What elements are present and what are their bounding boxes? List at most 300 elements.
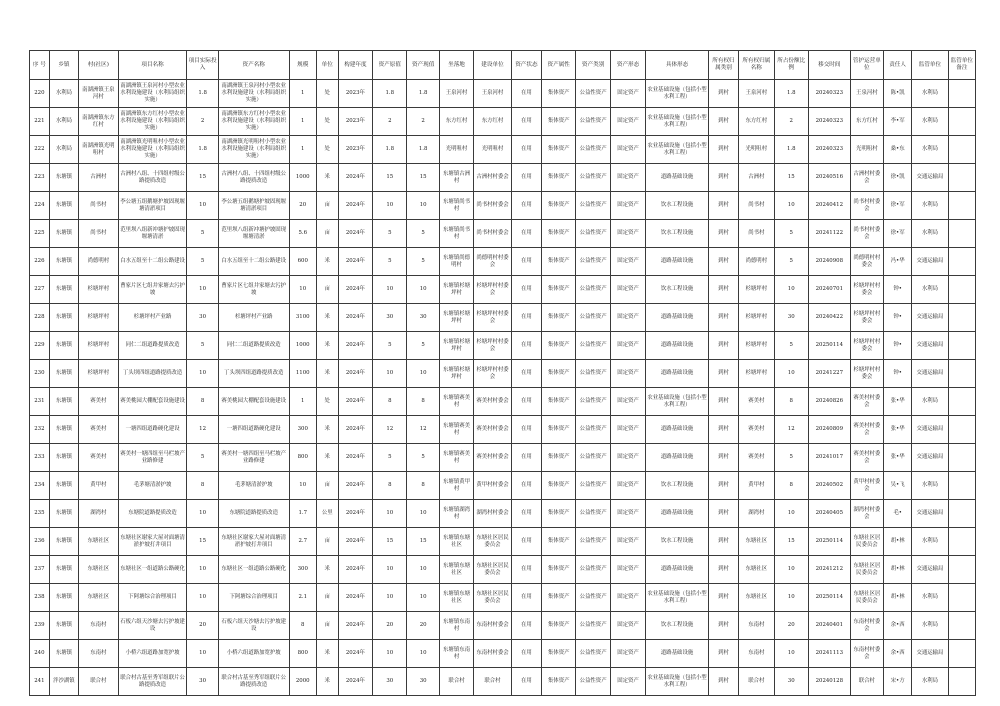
table-cell: 米 xyxy=(316,360,338,388)
table-cell xyxy=(948,528,975,556)
table-cell: 1 xyxy=(289,388,316,416)
table-cell: 米 xyxy=(316,640,338,668)
asset-table xyxy=(29,50,976,696)
table-cell: 1.8 xyxy=(373,80,407,108)
column-header: 资产名称 xyxy=(218,51,289,80)
table-cell: 2023年 xyxy=(338,136,372,164)
table-cell: 固定资产 xyxy=(610,220,645,248)
column-header: 所有权归属名称 xyxy=(739,51,774,80)
table-cell: 东塘镇湖湾村 xyxy=(439,500,473,528)
table-cell: 赛美村 xyxy=(739,416,774,444)
table-cell: 5 xyxy=(407,444,439,472)
table-cell: 10 xyxy=(774,556,808,584)
table-cell: 钟• xyxy=(884,360,912,388)
table-cell: 225 xyxy=(30,220,50,248)
table-cell: 农业基础设施（包括小型水利工程） xyxy=(646,108,709,136)
table-cell xyxy=(948,192,975,220)
table-row xyxy=(30,612,976,640)
table-cell: 1 xyxy=(289,136,316,164)
column-header: 责任人 xyxy=(884,51,912,80)
table-cell: 公益性资产 xyxy=(576,388,610,416)
table-cell: 古洲村村委会 xyxy=(474,164,512,192)
table-cell: 228 xyxy=(30,304,50,332)
table-cell: 固定资产 xyxy=(610,304,645,332)
table-cell: 东塘镇 xyxy=(49,640,78,668)
table-cell: 5 xyxy=(187,220,218,248)
table-cell: 2024年 xyxy=(338,528,372,556)
column-header: 项目实际投入 xyxy=(187,51,218,80)
table-cell: 到村 xyxy=(708,584,738,612)
table-cell: 东塘社区谢家大屋对面塘清淤护坡打井项目 xyxy=(118,528,187,556)
table-cell: 233 xyxy=(30,444,50,472)
table-cell: 道路基础设施 xyxy=(646,360,709,388)
table-cell: 10 xyxy=(373,192,407,220)
table-cell: 亩 xyxy=(316,472,338,500)
table-cell: 集体资产 xyxy=(542,668,576,696)
table-cell: 公里 xyxy=(316,500,338,528)
table-cell: 王泉河村 xyxy=(739,80,774,108)
table-cell: 交通运输局 xyxy=(912,304,949,332)
table-cell: 王泉河村 xyxy=(474,80,512,108)
table-cell: 南湖洲镇光明咀村小型农业水利设施建设（水利局组织实施） xyxy=(118,136,187,164)
table-cell: 赛美村 xyxy=(739,444,774,472)
table-cell: 5 xyxy=(373,332,407,360)
table-cell: 杉塘坪村 xyxy=(739,304,774,332)
table-cell: 在用 xyxy=(511,220,541,248)
table-cell: 赛美村村委会 xyxy=(474,416,512,444)
table-cell: 集体资产 xyxy=(542,640,576,668)
table-cell: 10 xyxy=(774,640,808,668)
table-cell: 一塘四组道路硬化建设 xyxy=(218,416,289,444)
table-cell: 到村 xyxy=(708,472,738,500)
table-cell: 在用 xyxy=(511,612,541,640)
table-cell: 10 xyxy=(407,584,439,612)
table-cell: 农业基础设施（包括小型水利工程） xyxy=(646,80,709,108)
table-cell: 在用 xyxy=(511,528,541,556)
table-cell: 20240405 xyxy=(808,500,850,528)
table-cell: 10 xyxy=(407,192,439,220)
table-cell: 公益性资产 xyxy=(576,164,610,192)
table-cell: 公益性资产 xyxy=(576,80,610,108)
table-cell: 固定资产 xyxy=(610,80,645,108)
table-cell: 范里坝八组新冲塘护坡固现堰塘清淤 xyxy=(218,220,289,248)
column-header: 序 号 xyxy=(30,51,50,80)
table-cell: 下阿塘综合治理项目 xyxy=(118,584,187,612)
table-cell: 在用 xyxy=(511,388,541,416)
table-cell: 在用 xyxy=(511,136,541,164)
table-cell: 30 xyxy=(187,304,218,332)
table-cell: 12 xyxy=(407,416,439,444)
table-cell: 到村 xyxy=(708,500,738,528)
table-cell: 赛美村村委会 xyxy=(850,416,883,444)
table-cell: 徐•军 xyxy=(884,192,912,220)
table-cell: 20240701 xyxy=(808,276,850,304)
table-cell: 公益性资产 xyxy=(576,108,610,136)
table-cell: 2 xyxy=(407,108,439,136)
table-cell: 20240401 xyxy=(808,612,850,640)
table-cell: 交通运输局 xyxy=(912,164,949,192)
table-cell: 米 xyxy=(316,444,338,472)
table-cell: 234 xyxy=(30,472,50,500)
table-cell: 徐•凯 xyxy=(884,164,912,192)
table-cell: 10 xyxy=(373,500,407,528)
table-cell: 王泉河村 xyxy=(439,80,473,108)
table-cell: 固定资产 xyxy=(610,332,645,360)
table-cell: 公益性资产 xyxy=(576,444,610,472)
table-cell: 杉塘坪村 xyxy=(739,360,774,388)
table-cell: 在用 xyxy=(511,556,541,584)
table-cell: 集体资产 xyxy=(542,220,576,248)
table-cell: 公益性资产 xyxy=(576,584,610,612)
table-cell xyxy=(948,472,975,500)
table-cell: 尚书村 xyxy=(739,220,774,248)
table-cell: 杉塘坪村 xyxy=(79,332,119,360)
table-row xyxy=(30,444,976,472)
table-cell: 道路基础设施 xyxy=(646,164,709,192)
table-cell: 在用 xyxy=(511,360,541,388)
table-cell: 5 xyxy=(187,248,218,276)
table-cell: 东塘镇 xyxy=(49,164,78,192)
table-cell: 农业基础设施（包括小型水利工程） xyxy=(646,584,709,612)
table-cell: 东塘院道路提质改造 xyxy=(218,500,289,528)
table-cell: 东塘社区居民委员会 xyxy=(850,584,883,612)
table-cell: 到村 xyxy=(708,164,738,192)
table-cell: 陈•凯 xyxy=(884,80,912,108)
table-cell: 8 xyxy=(187,472,218,500)
table-cell: 东塘镇 xyxy=(49,388,78,416)
table-cell: 东塘镇 xyxy=(49,304,78,332)
table-cell: 亩 xyxy=(316,528,338,556)
table-cell: 南湖洲镇东方红村小型农业水利设施建设（水利局组织实施） xyxy=(118,108,187,136)
table-cell: 300 xyxy=(289,416,316,444)
table-cell: 联合村 xyxy=(79,668,119,696)
table-cell: 2023年 xyxy=(338,108,372,136)
table-cell: 泮沙湖镇 xyxy=(49,668,78,696)
table-cell: 5 xyxy=(774,248,808,276)
table-cell: 尚书村村委会 xyxy=(850,220,883,248)
table-cell: 交通运输局 xyxy=(912,248,949,276)
table-cell: 10 xyxy=(187,360,218,388)
table-row xyxy=(30,556,976,584)
table-cell: 范里坝八组新冲塘护坡固现堰塘清淤 xyxy=(118,220,187,248)
table-cell: 东南村村委会 xyxy=(850,640,883,668)
table-cell: 10 xyxy=(187,584,218,612)
table-cell: 20 xyxy=(774,612,808,640)
table-cell: 东塘镇东南村 xyxy=(439,612,473,640)
table-cell xyxy=(948,500,975,528)
table-cell: 2024年 xyxy=(338,500,372,528)
table-cell: 东南村村委会 xyxy=(474,640,512,668)
table-cell: 黄甲村村委会 xyxy=(474,472,512,500)
table-cell: 300 xyxy=(289,556,316,584)
table-cell: 1000 xyxy=(289,332,316,360)
table-cell: 水利局 xyxy=(912,80,949,108)
table-cell: 集体资产 xyxy=(542,416,576,444)
table-cell: 赛美桃园大棚配套设施建设 xyxy=(218,388,289,416)
table-cell: 联合村 xyxy=(739,668,774,696)
table-cell: 在用 xyxy=(511,640,541,668)
table-cell: 30 xyxy=(407,668,439,696)
table-cell: 杉塘坪村 xyxy=(79,360,119,388)
table-cell: 东塘镇尚德明村 xyxy=(439,248,473,276)
table-cell: 东塘社区 xyxy=(79,584,119,612)
table-cell: 曹家片区七组井家塘去污护坡 xyxy=(118,276,187,304)
table-row xyxy=(30,80,976,108)
table-cell: 石板六组天沙塘去污护坡建设 xyxy=(118,612,187,640)
table-cell: 徐•军 xyxy=(884,220,912,248)
table-cell: 10 xyxy=(407,360,439,388)
table-cell: 丁头坝四组道路提质改造 xyxy=(218,360,289,388)
table-cell: 30 xyxy=(407,304,439,332)
table-cell: 杉塘坪村村委会 xyxy=(850,276,883,304)
table-cell: 20240908 xyxy=(808,248,850,276)
table-cell: 1.8 xyxy=(407,136,439,164)
table-cell: 10 xyxy=(187,500,218,528)
table-cell xyxy=(948,108,975,136)
column-header: 规模 xyxy=(289,51,316,80)
table-row xyxy=(30,360,976,388)
table-cell: 东南村 xyxy=(79,612,119,640)
table-cell: 20240412 xyxy=(808,192,850,220)
table-cell: 2024年 xyxy=(338,360,372,388)
table-cell: 20240128 xyxy=(808,668,850,696)
table-cell: 15 xyxy=(407,164,439,192)
column-header: 所有权归属类别 xyxy=(708,51,738,80)
table-cell: 赛美村 xyxy=(79,416,119,444)
table-cell: 到村 xyxy=(708,416,738,444)
table-cell: 5.6 xyxy=(289,220,316,248)
table-cell: 道路基础设施 xyxy=(646,556,709,584)
table-cell: 固定资产 xyxy=(610,556,645,584)
table-cell: 余•西 xyxy=(884,640,912,668)
table-cell: 到村 xyxy=(708,80,738,108)
table-cell xyxy=(948,80,975,108)
table-cell: 239 xyxy=(30,612,50,640)
table-cell: 226 xyxy=(30,248,50,276)
table-cell: 232 xyxy=(30,416,50,444)
table-cell: 集体资产 xyxy=(542,584,576,612)
table-cell xyxy=(948,360,975,388)
table-cell: 220 xyxy=(30,80,50,108)
table-cell: 236 xyxy=(30,528,50,556)
table-cell: 米 xyxy=(316,668,338,696)
table-cell: 固定资产 xyxy=(610,640,645,668)
table-cell: 东塘镇 xyxy=(49,584,78,612)
table-cell: 赛美村村委会 xyxy=(850,444,883,472)
table-cell: 2024年 xyxy=(338,556,372,584)
table-cell: 10 xyxy=(774,584,808,612)
table-cell: 8 xyxy=(407,472,439,500)
table-cell: 东塘镇 xyxy=(49,416,78,444)
table-cell: 饮水工程设施 xyxy=(646,612,709,640)
table-cell: 东塘镇赛美村 xyxy=(439,444,473,472)
table-cell: 东塘镇黄甲村 xyxy=(439,472,473,500)
table-cell: 20240323 xyxy=(808,136,850,164)
table-cell: 8 xyxy=(373,388,407,416)
table-cell: 王泉河村 xyxy=(850,80,883,108)
table-cell: 223 xyxy=(30,164,50,192)
table-cell xyxy=(948,556,975,584)
table-cell: 固定资产 xyxy=(610,668,645,696)
table-cell: 2.1 xyxy=(289,584,316,612)
table-cell: 赛美村 xyxy=(79,444,119,472)
column-header: 管护运营单位 xyxy=(850,51,883,80)
table-cell: 东塘社区居民委员会 xyxy=(474,556,512,584)
table-cell: 尚书村 xyxy=(79,220,119,248)
table-cell: 东塘社区居民委员会 xyxy=(850,556,883,584)
table-cell: 公益性资产 xyxy=(576,500,610,528)
table-cell: 公益性资产 xyxy=(576,332,610,360)
table-cell: 白水五组至十二组公路建设 xyxy=(118,248,187,276)
table-cell: 到村 xyxy=(708,444,738,472)
table-cell: 20240809 xyxy=(808,416,850,444)
table-cell xyxy=(948,584,975,612)
table-cell: 在用 xyxy=(511,584,541,612)
table-cell: 集体资产 xyxy=(542,108,576,136)
table-cell: 湖湾村 xyxy=(79,500,119,528)
table-cell: 5 xyxy=(774,220,808,248)
table-cell: 东南村 xyxy=(79,640,119,668)
table-cell: 东塘社区 xyxy=(79,556,119,584)
table-cell: 桑•东 xyxy=(884,136,912,164)
table-cell: 李公塘五组鹅塘护坡固现堰塘清淤项目 xyxy=(218,192,289,220)
table-cell: 杉塘坪村产业路 xyxy=(218,304,289,332)
table-cell: 张•华 xyxy=(884,416,912,444)
table-cell: 固定资产 xyxy=(610,192,645,220)
table-cell: 2 xyxy=(774,108,808,136)
table-cell: 10 xyxy=(407,500,439,528)
table-cell: 东塘社区 xyxy=(79,528,119,556)
table-cell: 钟• xyxy=(884,276,912,304)
table-cell: 2024年 xyxy=(338,640,372,668)
table-cell: 在用 xyxy=(511,668,541,696)
table-cell: 241 xyxy=(30,668,50,696)
table-cell: 东塘镇东塘社区 xyxy=(439,556,473,584)
column-header: 资产形态 xyxy=(610,51,645,80)
table-cell: 东塘社区谢家大屋对面塘清淤护坡打井项目 xyxy=(218,528,289,556)
table-cell: 东塘社区 xyxy=(739,556,774,584)
table-cell: 集体资产 xyxy=(542,276,576,304)
table-cell: 南湖洲镇王泉河村小型农业水利设施建设（水利局组织实施） xyxy=(218,80,289,108)
table-cell: 到村 xyxy=(708,136,738,164)
table-cell: 10 xyxy=(407,640,439,668)
table-cell: 在用 xyxy=(511,444,541,472)
table-cell: 8 xyxy=(187,388,218,416)
table-cell: 东塘镇 xyxy=(49,472,78,500)
table-cell: 东塘镇 xyxy=(49,612,78,640)
table-cell: 赛美村一塘四组至马栏坡产业路修建 xyxy=(118,444,187,472)
table-cell: 道路基础设施 xyxy=(646,500,709,528)
table-cell: 米 xyxy=(316,416,338,444)
table-cell: 饮水工程设施 xyxy=(646,220,709,248)
table-cell: 在用 xyxy=(511,108,541,136)
table-cell: 2024年 xyxy=(338,584,372,612)
table-cell: 光明咀村 xyxy=(474,136,512,164)
table-cell: 集体资产 xyxy=(542,304,576,332)
table-cell: 公益性资产 xyxy=(576,248,610,276)
table-cell: 2024年 xyxy=(338,276,372,304)
table-cell: 集体资产 xyxy=(542,528,576,556)
table-cell: 5 xyxy=(373,444,407,472)
table-cell: 到村 xyxy=(708,640,738,668)
table-cell: 东塘社区居民委员会 xyxy=(474,528,512,556)
table-cell: 10 xyxy=(187,276,218,304)
table-cell: 赛美村村委会 xyxy=(474,388,512,416)
table-cell xyxy=(948,388,975,416)
table-cell: 5 xyxy=(407,220,439,248)
table-cell: 李•军 xyxy=(884,108,912,136)
table-cell: 20240826 xyxy=(808,388,850,416)
table-cell: 水利局 xyxy=(912,136,949,164)
table-cell: 水利局 xyxy=(912,192,949,220)
table-cell: 交通运输局 xyxy=(912,640,949,668)
table-row xyxy=(30,640,976,668)
table-cell: 东塘镇 xyxy=(49,444,78,472)
table-cell: 东塘镇古洲村 xyxy=(439,164,473,192)
table-cell: 238 xyxy=(30,584,50,612)
table-cell: 宋•方 xyxy=(884,668,912,696)
table-cell: 在用 xyxy=(511,192,541,220)
table-cell: 235 xyxy=(30,500,50,528)
table-cell: 东方红村 xyxy=(850,108,883,136)
table-cell: 固定资产 xyxy=(610,472,645,500)
table-row xyxy=(30,472,976,500)
table-cell: 交通运输局 xyxy=(912,556,949,584)
table-cell: 固定资产 xyxy=(610,248,645,276)
table-header xyxy=(30,51,976,80)
table-cell: 水利局 xyxy=(49,108,78,136)
table-cell: 在用 xyxy=(511,80,541,108)
table-cell: 2024年 xyxy=(338,472,372,500)
table-cell: 5 xyxy=(373,248,407,276)
table-cell: 集体资产 xyxy=(542,248,576,276)
table-cell: 交通运输局 xyxy=(912,332,949,360)
table-cell: 钟• xyxy=(884,304,912,332)
table-cell: 10 xyxy=(774,276,808,304)
table-cell: 东塘院道路提质改造 xyxy=(118,500,187,528)
table-cell: 公益性资产 xyxy=(576,192,610,220)
table-cell: 到村 xyxy=(708,360,738,388)
table-cell: 湖湾村村委会 xyxy=(850,500,883,528)
table-cell: 杉塘坪村村委会 xyxy=(474,332,512,360)
table-cell: 农业基础设施（包括小型水利工程） xyxy=(646,136,709,164)
table-cell: 20240323 xyxy=(808,108,850,136)
table-cell: 1.8 xyxy=(373,136,407,164)
table-cell: 5 xyxy=(373,220,407,248)
table-cell: 2023年 xyxy=(338,80,372,108)
table-cell: 联合村 xyxy=(439,668,473,696)
table-cell: 东南村 xyxy=(739,640,774,668)
table-cell: 南湖洲镇东方红村 xyxy=(79,108,119,136)
table-row xyxy=(30,108,976,136)
table-cell: 集体资产 xyxy=(542,444,576,472)
table-cell: 10 xyxy=(373,556,407,584)
table-cell xyxy=(948,416,975,444)
table-cell: 20241227 xyxy=(808,360,850,388)
table-cell: 5 xyxy=(407,248,439,276)
table-cell: 东塘社区居民委员会 xyxy=(850,528,883,556)
table-cell: 道路基础设施 xyxy=(646,416,709,444)
table-cell: 东塘镇东南村 xyxy=(439,640,473,668)
table-cell: 15 xyxy=(373,528,407,556)
table-cell: 交通运输局 xyxy=(912,500,949,528)
table-cell: 饮水工程设施 xyxy=(646,192,709,220)
table-cell: 联合村 xyxy=(474,668,512,696)
table-cell: 2024年 xyxy=(338,220,372,248)
table-cell: 水利局 xyxy=(49,136,78,164)
table-cell: 20241122 xyxy=(808,220,850,248)
table-cell: 亩 xyxy=(316,220,338,248)
